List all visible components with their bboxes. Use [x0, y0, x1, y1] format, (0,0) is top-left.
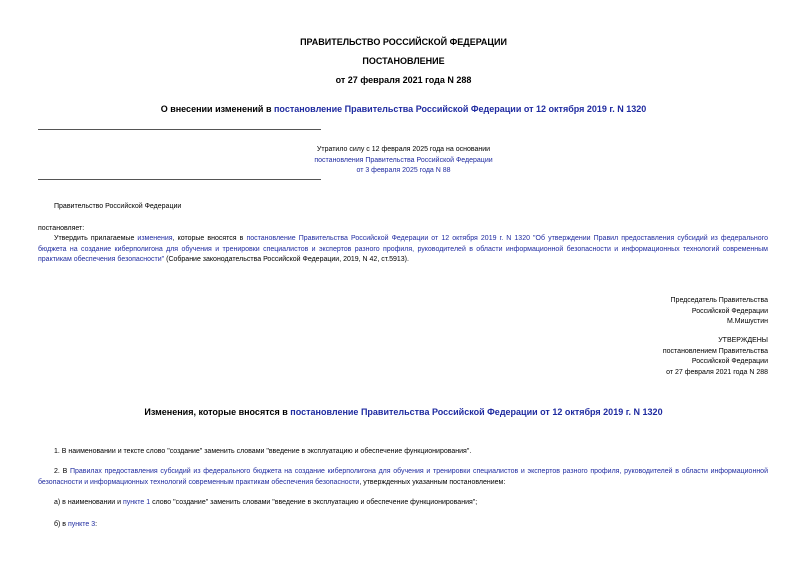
- signature-line1: Председатель Правительства: [670, 297, 768, 304]
- item-b-part-b: :: [95, 521, 98, 528]
- changes-title-link[interactable]: постановление Правительства Российской Федерации от 12 октября 2019 г. N 1320: [290, 407, 663, 417]
- divider-bottom: [38, 179, 321, 180]
- resolves-label: постановляет:: [38, 225, 85, 232]
- government-label: Правительство Российской Федерации: [54, 203, 182, 210]
- p1-part-a: Утвердить прилагаемые: [54, 235, 138, 242]
- item-a-part-b: слово "создание" заменить словами "введение в эксплуатацию и обеспечение функционирования";: [150, 499, 478, 506]
- changes-link[interactable]: изменения: [137, 235, 173, 242]
- changes-title: [0, 407, 807, 417]
- clause-3-link[interactable]: пункте 3: [67, 521, 96, 528]
- document-date: от 27 февраля 2021 года N 288: [335, 75, 472, 85]
- repeal-notice-line1: Утратило силу с 12 февраля 2025 года на основании: [316, 146, 491, 153]
- title-prefix: О внесении изменений в: [160, 104, 274, 114]
- repeal-notice-link1[interactable]: постановления Правительства Российской Федерации: [314, 156, 493, 164]
- divider-top: [38, 129, 321, 130]
- approved-line2: постановлением Правительства: [662, 347, 768, 355]
- item2-part-b: , утвержденных указанным постановлением:: [359, 478, 506, 486]
- item-a-part-a: а) в наименовании и: [54, 499, 123, 506]
- resolution-1320-link[interactable]: постановление Правительства Российской Федерации от 12 октября 2019 г. N 1320 "Об утверждении Правил предоставления субсидий из федерального бюджета на создание киберполигона для обучения и тренировки специалистов и экспертов разного профиля, руководителей в области информационной безопасности и информационных технологий современным практикам обеспечения безопасности": [38, 235, 768, 264]
- change-item-b: [38, 520, 768, 531]
- approved-block: [663, 336, 768, 378]
- change-item-1: 1. В наименовании и тексте слово "создание" заменить словами "введение в эксплуатацию и обеспечение функционирования".: [54, 448, 472, 455]
- p1-part-b: , которые вносятся в: [172, 235, 247, 242]
- repeal-notice: [0, 145, 807, 177]
- change-item-a: [38, 498, 768, 509]
- signature-line3: М.Мишустин: [726, 318, 768, 326]
- item-b-part-a: б) в: [54, 521, 68, 528]
- p1-part-c: (Собрание законодательства Российской Федерации, 2019, N 42, ст.5913).: [164, 256, 409, 264]
- title-link[interactable]: постановление Правительства Российской Федерации от 12 октября 2019 г. N 1320: [274, 104, 647, 114]
- document-type: ПОСТАНОВЛЕНИЕ: [362, 56, 445, 66]
- rules-link[interactable]: Правилах предоставления субсидий из федерального бюджета на создание киберполигона для обучения и тренировки специалистов и экспертов разного профиля, руководителей в области информационной безопасности и информационных технологий современным практикам обеспечения безопасности: [38, 468, 768, 486]
- clause-1-link[interactable]: пункте 1: [123, 499, 151, 506]
- approved-line4: от 27 февраля 2021 года N 288: [666, 368, 768, 376]
- document-title: [0, 104, 807, 114]
- change-item-2: [38, 467, 768, 488]
- changes-title-prefix: Изменения, которые вносятся в: [144, 407, 291, 417]
- signature-block: [671, 296, 768, 328]
- approved-line3: Российской Федерации: [691, 358, 768, 366]
- signature-line2: Российской Федерации: [691, 307, 768, 315]
- government-heading: ПРАВИТЕЛЬСТВО РОССИЙСКОЙ ФЕДЕРАЦИИ: [300, 37, 507, 47]
- item2-part-a: 2. В: [54, 468, 70, 475]
- approved-line1: УТВЕРЖДЕНЫ: [718, 337, 768, 344]
- resolution-paragraph: [38, 234, 768, 266]
- repeal-notice-link2[interactable]: от 3 февраля 2025 года N 88: [356, 167, 451, 175]
